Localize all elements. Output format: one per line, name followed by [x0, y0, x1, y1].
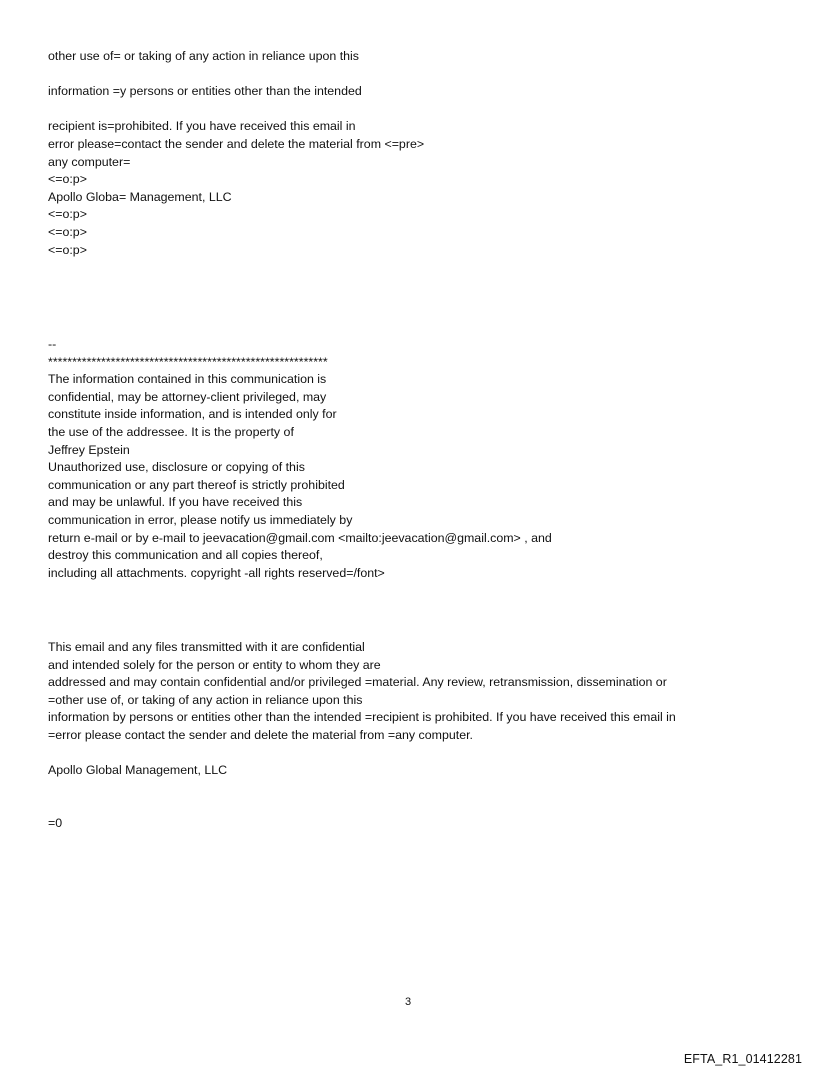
- text-line: Jeffrey Epstein: [48, 442, 130, 457]
- text-line: <=o:p>: [48, 224, 87, 239]
- text-line: The information contained in this communication is: [48, 372, 327, 387]
- page-number: 3: [404, 996, 412, 1008]
- text-line: information =y persons or entities other than the intended: [48, 84, 362, 99]
- text-line: [48, 101, 786, 119]
- text-line: <=o:p>: [48, 207, 87, 222]
- text-line: Apollo Globa= Management, LLC: [48, 189, 232, 204]
- text-line: destroy this communication and all copies thereof,: [48, 548, 323, 563]
- text-line: information by persons or entities other than the intended =recipient is prohibited. If you have received this email in: [48, 710, 676, 725]
- text-line: =0: [48, 815, 63, 830]
- text-line: other use of= or taking of any action in reliance upon this: [48, 49, 359, 63]
- text-line: any computer=: [48, 154, 131, 169]
- text-line: addressed and may contain confidential and/or privileged =material. Any review, retransmission, dissemination or: [48, 675, 667, 690]
- text-line: the use of the addressee. It is the property of: [48, 424, 294, 439]
- text-line: =other use of, or taking of any action in reliance upon this: [48, 692, 363, 707]
- text-line: --: [48, 337, 57, 351]
- text-line: [48, 745, 786, 763]
- text-line: return e-mail or by e-mail to jeevacation@gmail.com <mailto:jeevacation@gmail.com> , and: [48, 530, 552, 545]
- apollo-disclaimer: [48, 639, 786, 833]
- document-id: EFTA_R1_01412281: [683, 1052, 802, 1066]
- text-line: confidential, may be attorney-client privileged, may: [48, 389, 327, 404]
- text-line: communication or any part thereof is strictly prohibited: [48, 477, 345, 492]
- text-line: <=o:p>: [48, 242, 87, 257]
- text-line: Unauthorized use, disclosure or copying of this: [48, 460, 305, 475]
- text-line: recipient is=prohibited. If you have received this email in: [48, 119, 356, 134]
- text-line: <=o:p>: [48, 172, 87, 187]
- text-line: including all attachments. copyright -all rights reserved=/font>: [48, 565, 385, 580]
- text-line: [48, 66, 786, 84]
- text-line: and intended solely for the person or entity to whom they are: [48, 657, 381, 672]
- text-line: [48, 797, 786, 815]
- text-line: constitute inside information, and is intended only for: [48, 407, 337, 422]
- text-line: and may be unlawful. If you have received this: [48, 495, 303, 510]
- text-line: =error please contact the sender and delete the material from =any computer.: [48, 727, 473, 742]
- text-line: This email and any files transmitted with it are confidential: [48, 640, 365, 654]
- text-line: [48, 780, 786, 798]
- text-line: error please=contact the sender and delete the material from <=pre>: [48, 136, 425, 151]
- email-body-fragment: [48, 48, 786, 259]
- confidentiality-notice: [48, 336, 786, 582]
- text-line: communication in error, please notify us immediately by: [48, 512, 353, 527]
- separator-line: **********************************************************: [48, 354, 328, 369]
- company-name: Apollo Global Management, LLC: [48, 763, 228, 778]
